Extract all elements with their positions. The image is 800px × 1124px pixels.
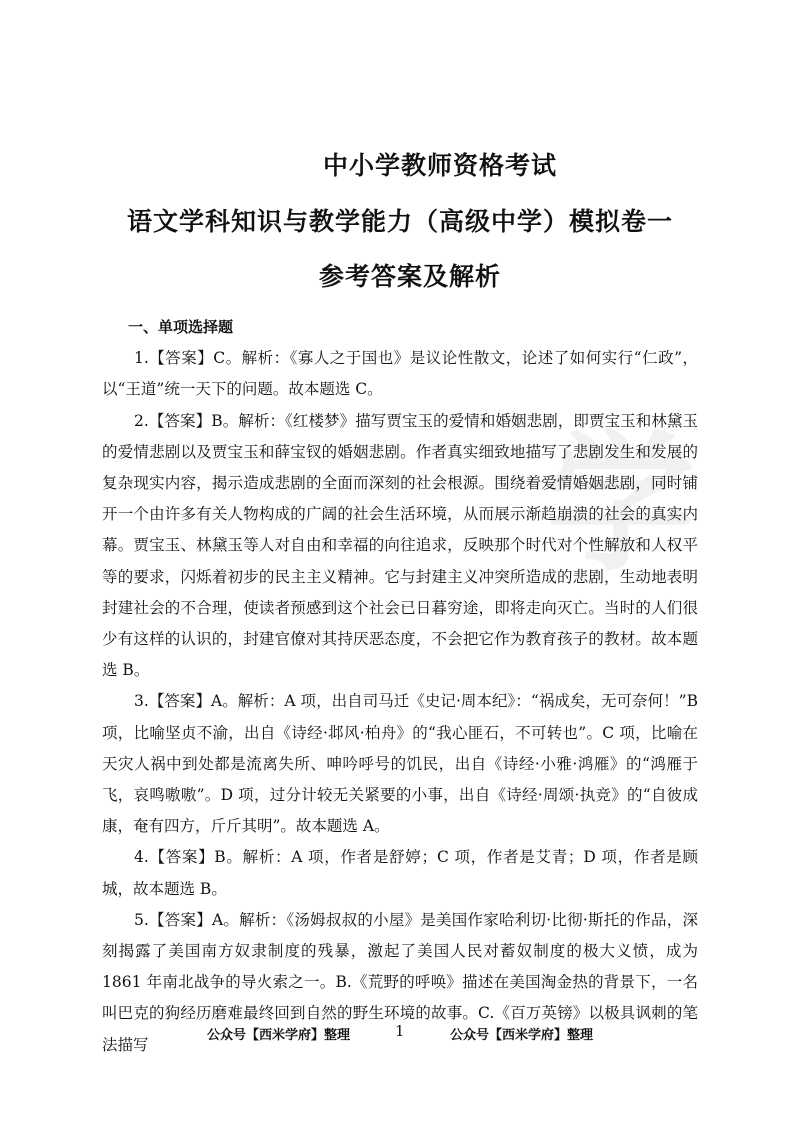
answer-title: 参考答案及解析 <box>318 262 501 291</box>
footer-source-left: 公众号【西米学府】整理 <box>207 1028 351 1043</box>
answer-paragraph-1: 1.【答案】C。解析：《寡人之于国也》是议论性散文，论述了如何实行“仁政”，以“王道”统一天下的问题。故本题选 C。 <box>102 349 698 399</box>
answer-paragraph-2: 2.【答案】B。解析：《红楼梦》描写贾宝玉的爱情和婚姻悲剧，即贾宝玉和林黛玉的爱情悲剧以及贾宝玉和薛宝钗的婚姻悲剧。作者真实细致地描写了悲剧发生和发展的复杂现实内容，揭示造成悲剧的全面而深刻的社会根源。围绕着爱情婚姻悲剧，同时铺开一个由许多有关人物构成的广阔的社会生活环境，从而展示渐趋崩溃的社会的真实内幕。贾宝玉、林黛玉等人对自由和幸福的向往追求，反映那个时代对个性解放和人权平等的要求，闪烁着初步的民主主义精神。它与封建主义冲突所造成的悲剧，生动地表明封建社会的不合理，使读者预感到这个社会已日暮穷途，即将走向灭亡。当时的人们很少有这样的认识的，封建官僚对其持厌恶态度，不会把它作为教育孩子的教材。故本题选 B。 <box>102 411 698 680</box>
answer-paragraph-3: 3.【答案】A。解析：A 项，出自司马迁《史记·周本纪》：“祸成矣，无可奈何！”B 项，比喻坚贞不渝，出自《诗经·邶风·柏舟》的“我心匪石，不可转也”。C 项，比喻在天灾人祸中到处都是流离失所、呻吟呼号的饥民，出自《诗经·小雅·鸿雁》的“鸿雁于飞，哀鸣嗷嗷”。D 项，过分计较无关紧要的小事，出自《诗经·周颂·执竞》的“自彼成康，奄有四方，斤斤其明”。故本题选 A。 <box>102 692 698 836</box>
section-heading: 一、单项选择题 <box>128 318 234 336</box>
page-number: 1 <box>395 1022 405 1040</box>
answer-paragraph-4: 4.【答案】B。解析：A 项，作者是舒婷；C 项，作者是艾青；D 项，作者是顾城，故本题选 B。 <box>102 848 698 898</box>
exam-title: 中小学教师资格考试 <box>322 151 557 180</box>
footer-source-right: 公众号【西米学府】整理 <box>450 1028 594 1043</box>
subject-title: 语文学科知识与教学能力（高级中学）模拟卷一 <box>126 207 673 236</box>
answer-content <box>102 312 698 1061</box>
answer-paragraph-5: 5.【答案】A。解析：《汤姆叔叔的小屋》是美国作家哈利切·比彻·斯托的作品，深刻揭露了美国南方奴隶制度的残暴，激起了美国人民对蓄奴制度的极大义愤，成为 1861 年南北战争的导火索之一。B.《荒野的呼唤》描述在美国淘金热的背景下，一名叫巴克的狗经历磨难最终回到自然的野生环境的故事。C.《百万英镑》以极具讽刺的笔法描写 <box>102 910 698 1054</box>
watermark-text: 学 <box>544 418 695 592</box>
